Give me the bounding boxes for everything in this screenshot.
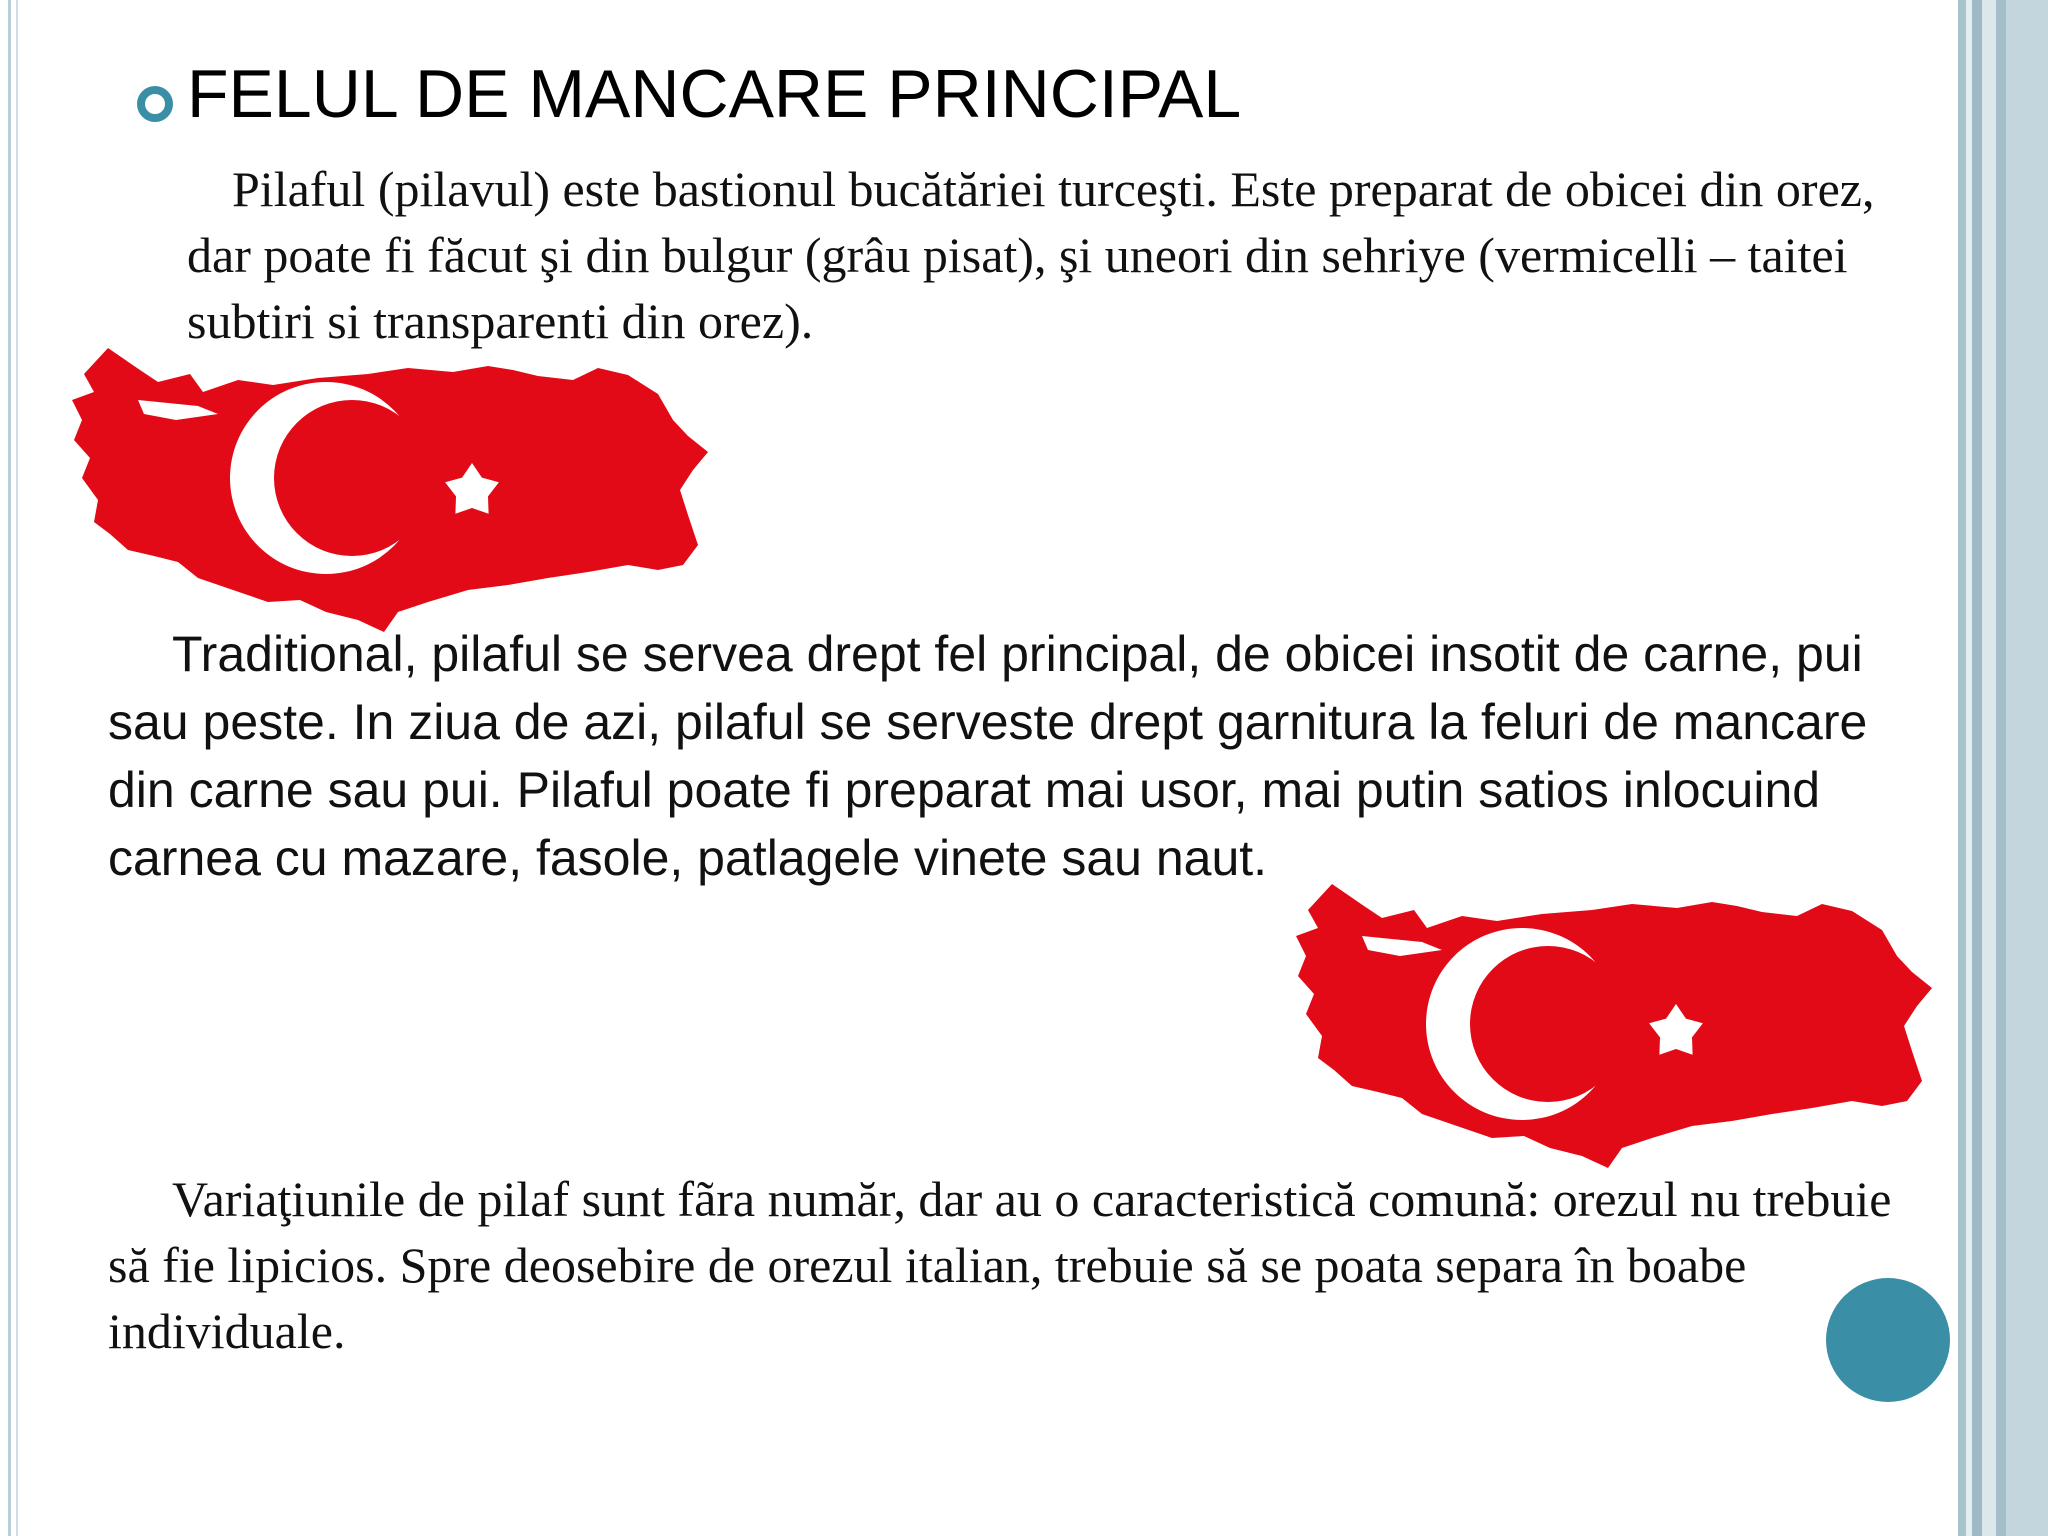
right-stripe xyxy=(1982,0,1996,1536)
right-stripe xyxy=(1972,0,1982,1536)
turkey-flag-map-icon xyxy=(1292,876,1942,1176)
right-stripe xyxy=(1958,0,1966,1536)
slide-title: FELUL DE MANCARE PRINCIPAL xyxy=(187,56,1242,132)
crescent-inner xyxy=(1470,946,1626,1102)
bullet-ring-icon xyxy=(137,86,173,122)
paragraph-pilaf-tradition: Traditional, pilaful se servea drept fel principal, de obicei insotit de carne, pui sau peste. In ziua de azi, pilaful se serveste drept garnitura la feluri de mancare din carne sau pui. Pilaful poate fi preparat mai usor, mai putin satios inlocuind carnea cu mazare, fasole, patlagele vinete sau naut. xyxy=(108,626,1868,886)
paragraph-pilaf-intro: Pilaful (pilavul) este bastionul bucătăriei turceşti. Este preparat de obicei din orez, dar poate fi făcut şi din bulgur (grâu pisat), şi uneori din sehriye (vermicelli – taitei subtiri si transparenti din orez). xyxy=(187,161,1875,349)
right-stripe xyxy=(2006,0,2048,1536)
paragraph-pilaf-variations: Variaţiunile de pilaf sunt fãra număr, dar au o caracteristică comună: orezul nu trebuie să fie lipicios. Spre deosebire de orezul italian, trebuie să se poata separa în boabe individuale. xyxy=(108,1171,1892,1359)
crescent-inner xyxy=(274,400,430,556)
right-stripe xyxy=(1996,0,2006,1536)
decorative-circle xyxy=(1826,1278,1950,1402)
turkey-flag-map-icon xyxy=(68,340,718,640)
frame-line-left xyxy=(8,0,11,1536)
frame-line-left-inner xyxy=(16,0,18,1536)
